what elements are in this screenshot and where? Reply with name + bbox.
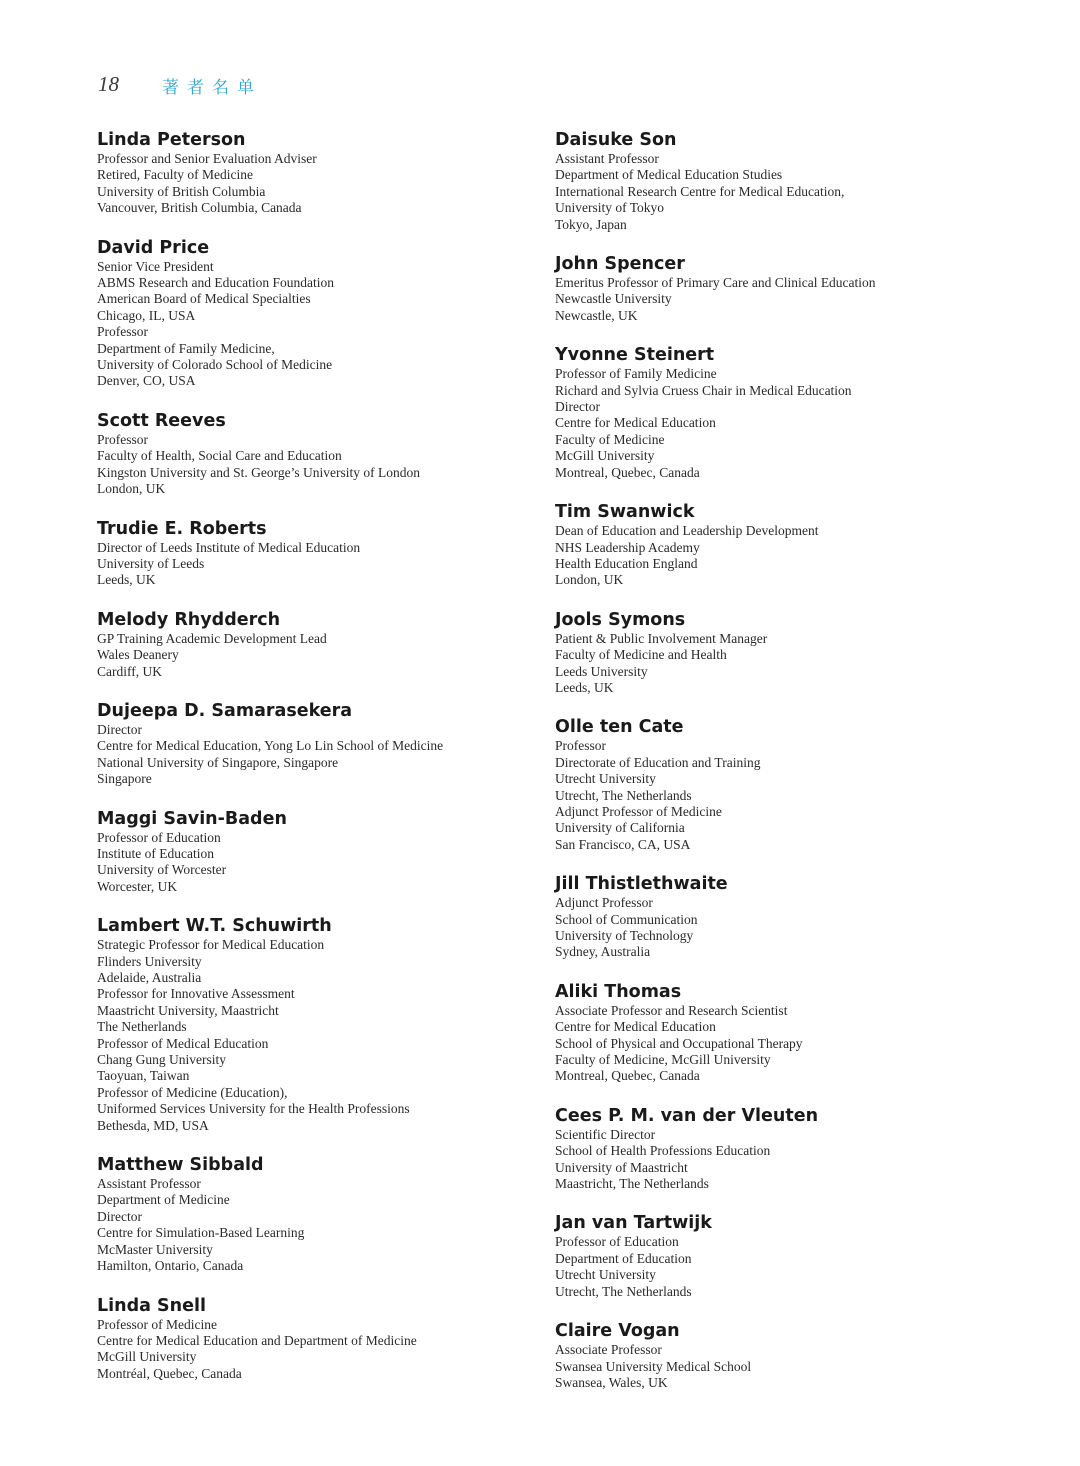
affiliation-line: McGill University <box>555 448 655 464</box>
affiliation-line: Utrecht University <box>555 1267 656 1283</box>
contributor-entry <box>97 915 547 1134</box>
affiliation-line: University of British Columbia <box>97 183 266 199</box>
contributor-name: Cees P. M. van der Vleuten <box>555 1105 819 1126</box>
contributor-name: Matthew Sibbald <box>97 1155 264 1176</box>
affiliation-line: Director <box>97 721 142 737</box>
affiliation-line: American Board of Medical Specialties <box>97 291 311 307</box>
contributor-entry <box>555 873 995 961</box>
affiliation-line: Associate Professor <box>555 1342 662 1358</box>
affiliation-line: Maastricht University, Maastricht <box>97 1002 279 1018</box>
affiliation-line: University of Tokyo <box>555 200 665 216</box>
affiliation-line: Flinders University <box>97 953 202 969</box>
affiliation-line: Tokyo, Japan <box>555 216 627 232</box>
affiliation-line: Centre for Medical Education and Department of Medicine <box>97 1332 417 1348</box>
contributor-name: Melody Rhydderch <box>97 609 281 630</box>
affiliation-line: Professor for Innovative Assessment <box>97 986 295 1002</box>
affiliation-line: Assistant Professor <box>97 1176 201 1192</box>
affiliation-line: Maastricht, The Netherlands <box>555 1176 709 1192</box>
contributor-name: Jools Symons <box>555 609 686 630</box>
contributor-entry <box>555 609 995 697</box>
contributor-entry <box>97 808 547 896</box>
affiliation-line: Patient & Public Involvement Manager <box>555 630 768 646</box>
contributor-name: Jill Thistlethwaite <box>555 874 728 895</box>
contributor-entry <box>555 981 995 1085</box>
affiliation-line: San Francisco, CA, USA <box>555 836 691 852</box>
affiliation-line: The Netherlands <box>97 1019 187 1035</box>
contributor-entry <box>97 1295 547 1383</box>
affiliation-line: Centre for Medical Education <box>555 1019 716 1035</box>
affiliation-line: Montreal, Quebec, Canada <box>555 1068 700 1084</box>
contributor-entry <box>555 1320 995 1391</box>
affiliation-line: Bethesda, MD, USA <box>97 1117 209 1133</box>
contributor-name: Aliki Thomas <box>555 981 682 1002</box>
affiliation-line: Montréal, Quebec, Canada <box>97 1365 242 1381</box>
affiliation-line: Professor of Medical Education <box>97 1035 269 1051</box>
affiliation-line: Leeds University <box>555 663 648 679</box>
affiliation-line: Faculty of Medicine <box>555 431 665 447</box>
affiliation-line: Chang Gung University <box>97 1052 226 1068</box>
contributor-name: David Price <box>97 237 210 258</box>
affiliation-line: Department of Medical Education Studies <box>555 167 783 183</box>
affiliation-line: Assistant Professor <box>555 151 659 166</box>
affiliation-line: Uniformed Services University for the Health Professions <box>97 1101 410 1117</box>
affiliation-line: Centre for Simulation-Based Learning <box>97 1225 305 1241</box>
affiliation-line: Faculty of Health, Social Care and Education <box>97 448 342 464</box>
affiliation-line: Adjunct Professor of Medicine <box>555 803 722 819</box>
affiliation-line: Leeds, UK <box>555 679 614 695</box>
affiliation-line: Associate Professor and Research Scientist <box>555 1002 788 1018</box>
affiliation-line: Scientific Director <box>555 1126 656 1142</box>
affiliation-line: University of California <box>555 820 685 836</box>
affiliation-line: Swansea, Wales, UK <box>555 1374 668 1390</box>
affiliation-line: Professor and Senior Evaluation Adviser <box>97 151 317 166</box>
affiliation-line: Department of Medicine <box>97 1192 230 1208</box>
contributor-entry <box>555 716 995 853</box>
contributor-name: Trudie E. Roberts <box>97 518 267 539</box>
affiliation-line: McGill University <box>97 1349 197 1365</box>
affiliation-line: Leeds, UK <box>97 572 156 588</box>
contributor-entry <box>555 129 995 233</box>
affiliation-line: Emeritus Professor of Primary Care and Clinical Education <box>555 275 876 291</box>
affiliation-line: NHS Leadership Academy <box>555 539 700 555</box>
affiliation-line: Kingston University and St. George’s University of London <box>97 464 420 480</box>
contributor-name: Tim Swanwick <box>555 502 695 523</box>
affiliation-line: Professor of Medicine (Education), <box>97 1084 288 1100</box>
affiliation-line: London, UK <box>555 572 624 588</box>
affiliation-line: Richard and Sylvia Cruess Chair in Medical Education <box>555 382 852 398</box>
affiliation-line: Director of Leeds Institute of Medical Education <box>97 539 361 555</box>
affiliation-line: ABMS Research and Education Foundation <box>97 275 334 291</box>
contributor-entry <box>97 1154 547 1274</box>
affiliation-line: Senior Vice President <box>97 258 214 274</box>
contributor-entry <box>555 1105 995 1193</box>
affiliation-line: University of Maastricht <box>555 1159 688 1175</box>
affiliation-line: School of Physical and Occupational Therapy <box>555 1035 803 1051</box>
contributor-name: Yvonne Steinert <box>555 345 715 366</box>
affiliation-line: Department of Education <box>555 1250 692 1266</box>
affiliation-line: Utrecht University <box>555 771 656 787</box>
affiliation-line: University of Technology <box>555 928 694 943</box>
contributor-name: Linda Peterson <box>97 130 246 150</box>
contributor-name: Linda Snell <box>97 1295 206 1316</box>
contributor-entry <box>97 518 547 589</box>
affiliation-line: Taoyuan, Taiwan <box>97 1068 190 1084</box>
contributor-name: Lambert W.T. Schuwirth <box>97 916 332 937</box>
affiliation-line: Chicago, IL, USA <box>97 307 196 323</box>
affiliation-line: School of Health Professions Education <box>555 1143 771 1159</box>
affiliation-line: McMaster University <box>97 1241 213 1257</box>
contributor-entry <box>97 410 547 498</box>
contributor-entry <box>97 237 547 390</box>
affiliation-line: Montreal, Quebec, Canada <box>555 464 700 480</box>
affiliation-line: Worcester, UK <box>97 878 178 894</box>
affiliation-line: Professor of Education <box>555 1234 679 1250</box>
page-number: 18 <box>98 72 119 96</box>
affiliation-line: Denver, CO, USA <box>97 373 196 389</box>
contributor-name: Scott Reeves <box>97 410 226 431</box>
section-title: 著者名单 <box>162 78 262 98</box>
affiliation-line: Centre for Medical Education <box>555 415 716 431</box>
left-column <box>97 129 547 1402</box>
affiliation-line: Swansea University Medical School <box>555 1358 752 1374</box>
contributor-name: Jan van Tartwijk <box>555 1213 712 1234</box>
affiliation-line: Utrecht, The Netherlands <box>555 787 692 803</box>
affiliation-line: Director <box>97 1208 142 1224</box>
affiliation-line: Cardiff, UK <box>97 663 162 679</box>
affiliation-line: Strategic Professor for Medical Education <box>97 937 325 953</box>
contributor-name: Dujeepa D. Samarasekera <box>97 700 353 721</box>
affiliation-line: Professor <box>97 431 148 447</box>
affiliation-line: Professor of Family Medicine <box>555 366 717 382</box>
affiliation-line: Dean of Education and Leadership Development <box>555 523 819 539</box>
affiliation-line: Directorate of Education and Training <box>555 754 761 770</box>
contributor-name: Claire Vogan <box>555 1321 680 1342</box>
affiliation-line: Newcastle University <box>555 291 672 307</box>
affiliation-line: Singapore <box>97 771 152 787</box>
affiliation-line: GP Training Academic Development Lead <box>97 630 327 646</box>
affiliation-line: Retired, Faculty of Medicine <box>97 167 253 183</box>
affiliation-line: Professor <box>555 738 606 754</box>
affiliation-line: International Research Centre for Medical Education, <box>555 183 845 199</box>
contributor-name: John Spencer <box>555 254 685 275</box>
affiliation-line: University of Colorado School of Medicine <box>97 357 333 373</box>
affiliation-line: Newcastle, UK <box>555 307 638 323</box>
contributor-entry <box>555 253 995 324</box>
affiliation-line: Sydney, Australia <box>555 944 651 960</box>
contributor-entry <box>97 700 547 788</box>
affiliation-line: Hamilton, Ontario, Canada <box>97 1258 244 1274</box>
right-column <box>555 129 995 1411</box>
contributor-name: Daisuke Son <box>555 130 677 150</box>
affiliation-line: Health Education England <box>555 555 698 571</box>
contributor-name: Maggi Savin-Baden <box>97 808 287 829</box>
affiliation-line: Centre for Medical Education, Yong Lo Lin School of Medicine <box>97 738 444 754</box>
contributor-entry <box>555 501 995 589</box>
contributor-entry <box>555 1212 995 1300</box>
affiliation-line: Professor of Medicine <box>97 1316 217 1332</box>
affiliation-line: London, UK <box>97 481 166 497</box>
affiliation-line: Adelaide, Australia <box>97 970 202 985</box>
affiliation-line: Wales Deanery <box>97 647 179 663</box>
affiliation-line: National University of Singapore, Singapore <box>97 754 339 770</box>
affiliation-line: Vancouver, British Columbia, Canada <box>97 200 302 216</box>
affiliation-line: Director <box>555 399 600 415</box>
affiliation-line: School of Communication <box>555 911 698 927</box>
contributor-entry <box>555 344 995 481</box>
contributor-name: Olle ten Cate <box>555 717 684 738</box>
contributor-entry <box>97 129 547 217</box>
affiliation-line: Faculty of Medicine and Health <box>555 647 727 663</box>
affiliation-line: Faculty of Medicine, McGill University <box>555 1052 771 1068</box>
affiliation-line: Department of Family Medicine, <box>97 340 275 356</box>
affiliation-line: University of Leeds <box>97 555 205 571</box>
affiliation-line: Professor of Education <box>97 829 221 845</box>
affiliation-line: Utrecht, The Netherlands <box>555 1283 692 1299</box>
contributor-entry <box>97 609 547 680</box>
affiliation-line: Professor <box>97 324 148 340</box>
affiliation-line: University of Worcester <box>97 862 227 878</box>
affiliation-line: Adjunct Professor <box>555 895 653 911</box>
affiliation-line: Institute of Education <box>97 845 214 861</box>
